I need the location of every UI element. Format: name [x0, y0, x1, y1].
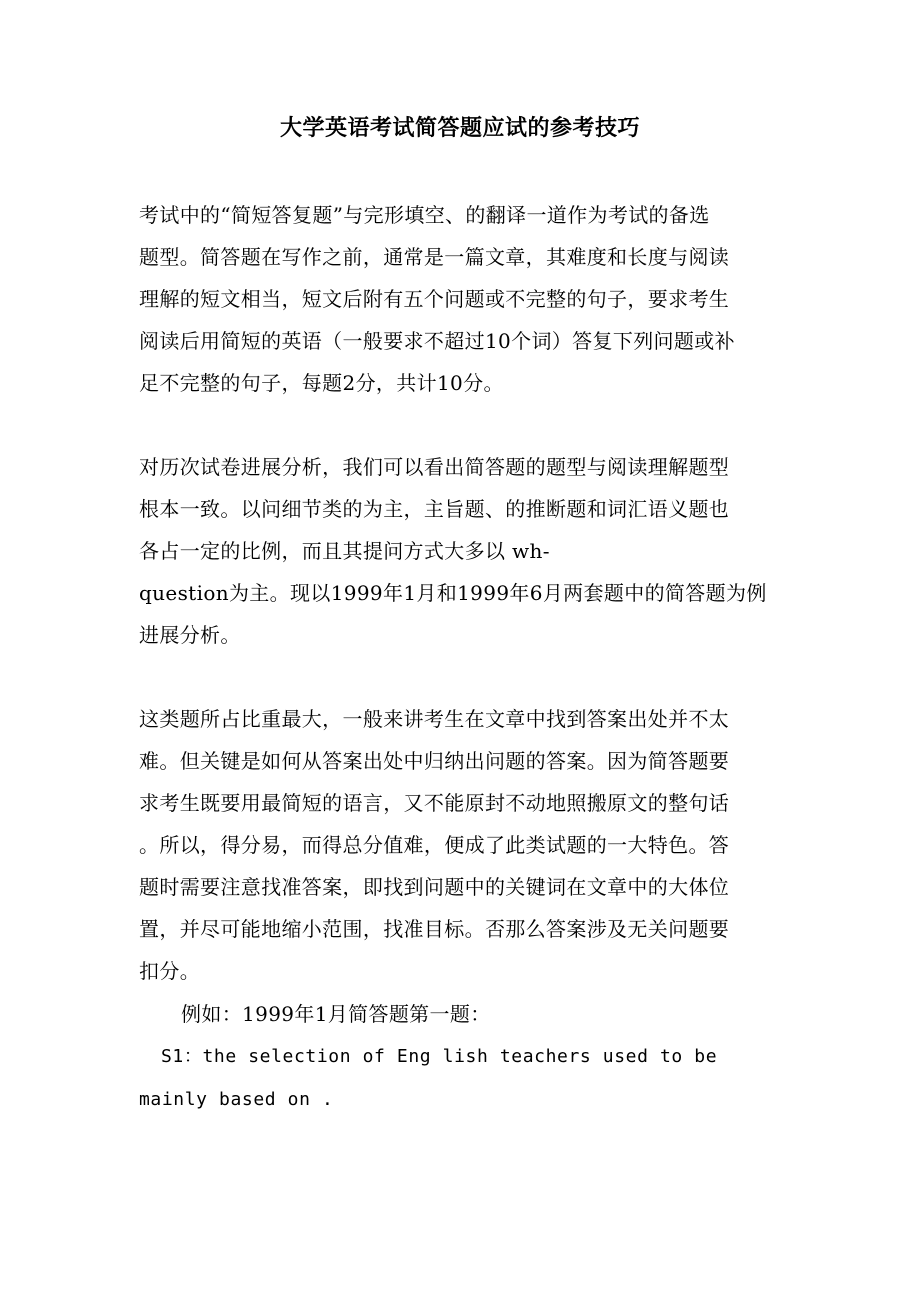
text-line: 难。但关键是如何从答案出处中归纳出问题的答案。因为简答题要	[139, 749, 730, 773]
text-line: 理解的短文相当，短文后附有五个问题或不完整的句子，要求考生	[139, 287, 730, 311]
text-line: 这类题所占比重最大，一般来讲考生在文章中找到答案出处并不太	[139, 707, 730, 731]
text-line: 根本一致。以问细节类的为主，主旨题、的推断题和词汇语义题也	[139, 497, 730, 521]
text-line: 题型。简答题在写作之前，通常是一篇文章，其难度和长度与阅读	[139, 245, 730, 269]
text-line: 。所以，得分易，而得总分值难，便成了此类试题的一大特色。答	[139, 833, 730, 857]
text-line: 扣分。	[139, 959, 201, 983]
text-line: 对历次试卷进展分析，我们可以看出简答题的题型与阅读理解题型	[139, 455, 730, 479]
text-line: 阅读后用简短的英语（一般要求不超过10个词）答复下列问题或补	[139, 329, 735, 353]
text-line: 足不完整的句子，每题2分，共计10分。	[139, 371, 504, 395]
document-title: 大学英语考试简答题应试的参考技巧	[279, 115, 640, 141]
text-line: 进展分析。	[139, 623, 241, 647]
text-line: 题时需要注意找准答案，即找到问题中的关键词在文章中的大体位	[139, 875, 730, 899]
text-line: question为主。现以1999年1月和1999年6月两套题中的简答题为例	[139, 581, 767, 605]
example-sentence-line: mainly based on .	[139, 1089, 334, 1110]
text-line: 考试中的“简短答复题”与完形填空、的翻译一道作为考试的备选	[139, 203, 710, 227]
text-line: 置，并尽可能地缩小范围，找准目标。否那么答案涉及无关问题要	[139, 917, 730, 941]
text-line: 各占一定的比例，而且其提问方式大多以 wh-	[139, 539, 550, 563]
example-sentence-line: S1：the selection of Eng lish teachers used to be	[161, 1046, 718, 1067]
example-heading: 例如：1999年1月简答题第一题：	[181, 1002, 491, 1026]
text-line: 求考生既要用最简短的语言，又不能原封不动地照搬原文的整句话	[139, 791, 730, 815]
